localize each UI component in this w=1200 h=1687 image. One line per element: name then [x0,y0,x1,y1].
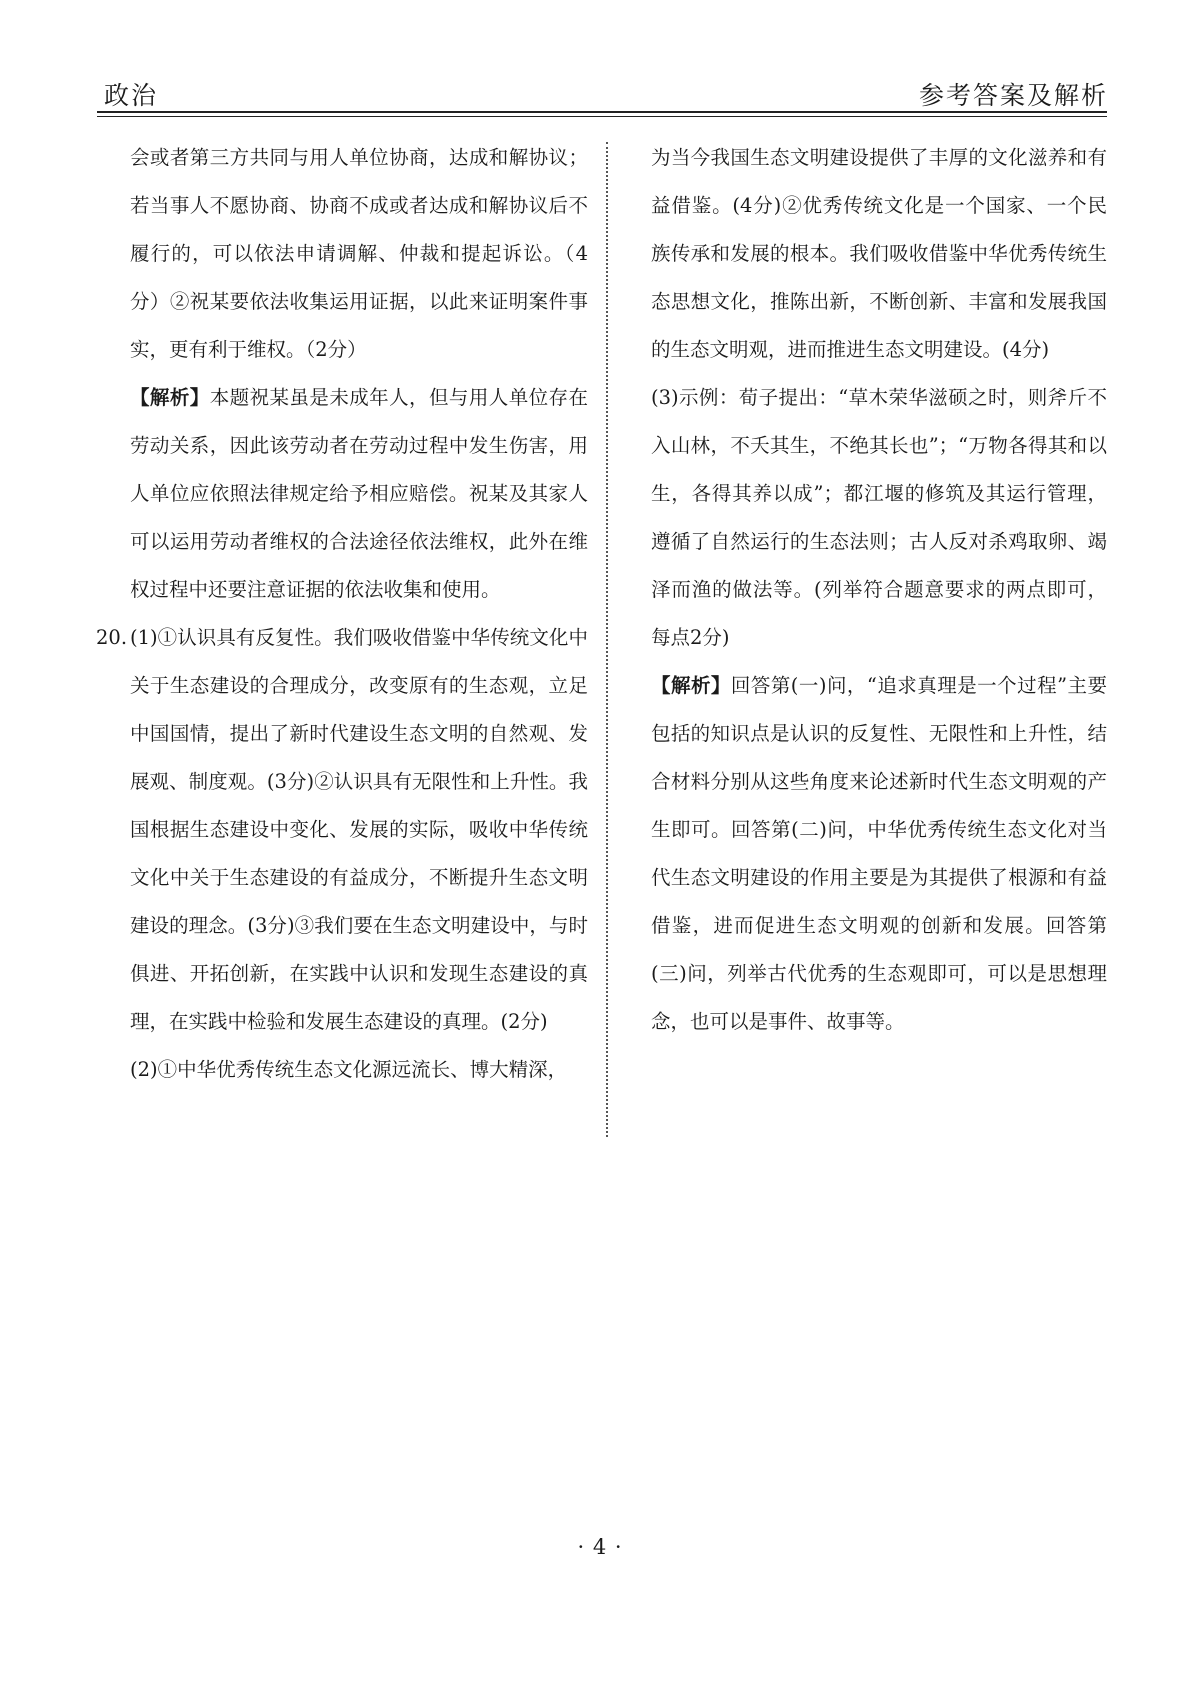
subject-title: 政治 [104,81,159,110]
section-title: 参考答案及解析 [918,81,1108,110]
analysis-text: 本题祝某虽是未成年人，但与用人单位存在劳动关系，因此该劳动者在劳动过程中发生伤害，用人单位应依照法律规定给予相应赔偿。祝某及其家人可以运用劳动者维权的合法途径依法维权，此外在维权过程中还要注意证据的依法收集和使用。 [130,386,588,601]
column-divider [606,142,608,1137]
right-column [651,134,1107,1046]
question-20-part-1 [96,614,588,1046]
analysis-paragraph-right [651,662,1107,1046]
question-20-part-2-start: (2)①中华优秀传统生态文化源远流长、博大精深， [130,1058,568,1081]
header-rule-thin [97,116,1107,117]
left-column [96,134,588,1094]
header-rule [97,111,1107,113]
analysis-text-right: 回答第(一)问，“追求真理是一个过程”主要包括的知识点是认识的反复性、无限性和上升性，结合材料分别从这些角度来论述新时代生态文明观的产生即可。回答第(二)问，中华优秀传统生态文化对当代生态文明建设的作用主要是为其提供了根源和有益借鉴，进而促进生态文明观的创新和发展。回答第(三)问，列举古代优秀的生态观即可，可以是思想理念，也可以是事件、故事等。 [651,674,1107,1033]
question-20-part-3: (3)示例：荀子提出：“草木荣华滋硕之时，则斧斤不入山林，不夭其生，不绝其长也”；“万物各得其和以生，各得其养以成”；都江堰的修筑及其运行管理，遵循了自然运行的生态法则；古人反对杀鸡取卵、竭泽而渔的做法等。(列举符合题意要求的两点即可，每点2分) [651,386,1107,649]
page-number: · 4 · [577,1535,623,1559]
analysis-paragraph [96,374,588,614]
question-number: 20. [96,626,128,649]
answer-continuation: 会或者第三方共同与用人单位协商，达成和解协议；若当事人不愿协商、协商不成或者达成和解协议后不履行的，可以依法申请调解、仲裁和提起诉讼。（4分）②祝某要依法收集运用证据，以此来证明案件事实，更有利于维权。（2分） [130,146,588,361]
analysis-tag-right: 【解析】 [651,674,731,697]
question-20-part-2-continuation: 为当今我国生态文明建设提供了丰厚的文化滋养和有益借鉴。(4分)②优秀传统文化是一个国家、一个民族传承和发展的根本。我们吸收借鉴中华优秀传统生态思想文化，推陈出新，不断创新、丰富和发展我国的生态文明观，进而推进生态文明建设。(4分) [651,146,1107,361]
question-20-part-1-text: (1)①认识具有反复性。我们吸收借鉴中华传统文化中关于生态建设的合理成分，改变原有的生态观，立足中国国情，提出了新时代建设生态文明的自然观、发展观、制度观。(3分)②认识具有无限性和上升性。我国根据生态建设中变化、发展的实际，吸收中华传统文化中关于生态建设的有益成分，不断提升生态文明建设的理念。(3分)③我们要在生态文明建设中，与时俱进、开拓创新，在实践中认识和发现生态建设的真理，在实践中检验和发展生态建设的真理。(2分) [130,626,588,1033]
analysis-tag: 【解析】 [130,386,210,409]
